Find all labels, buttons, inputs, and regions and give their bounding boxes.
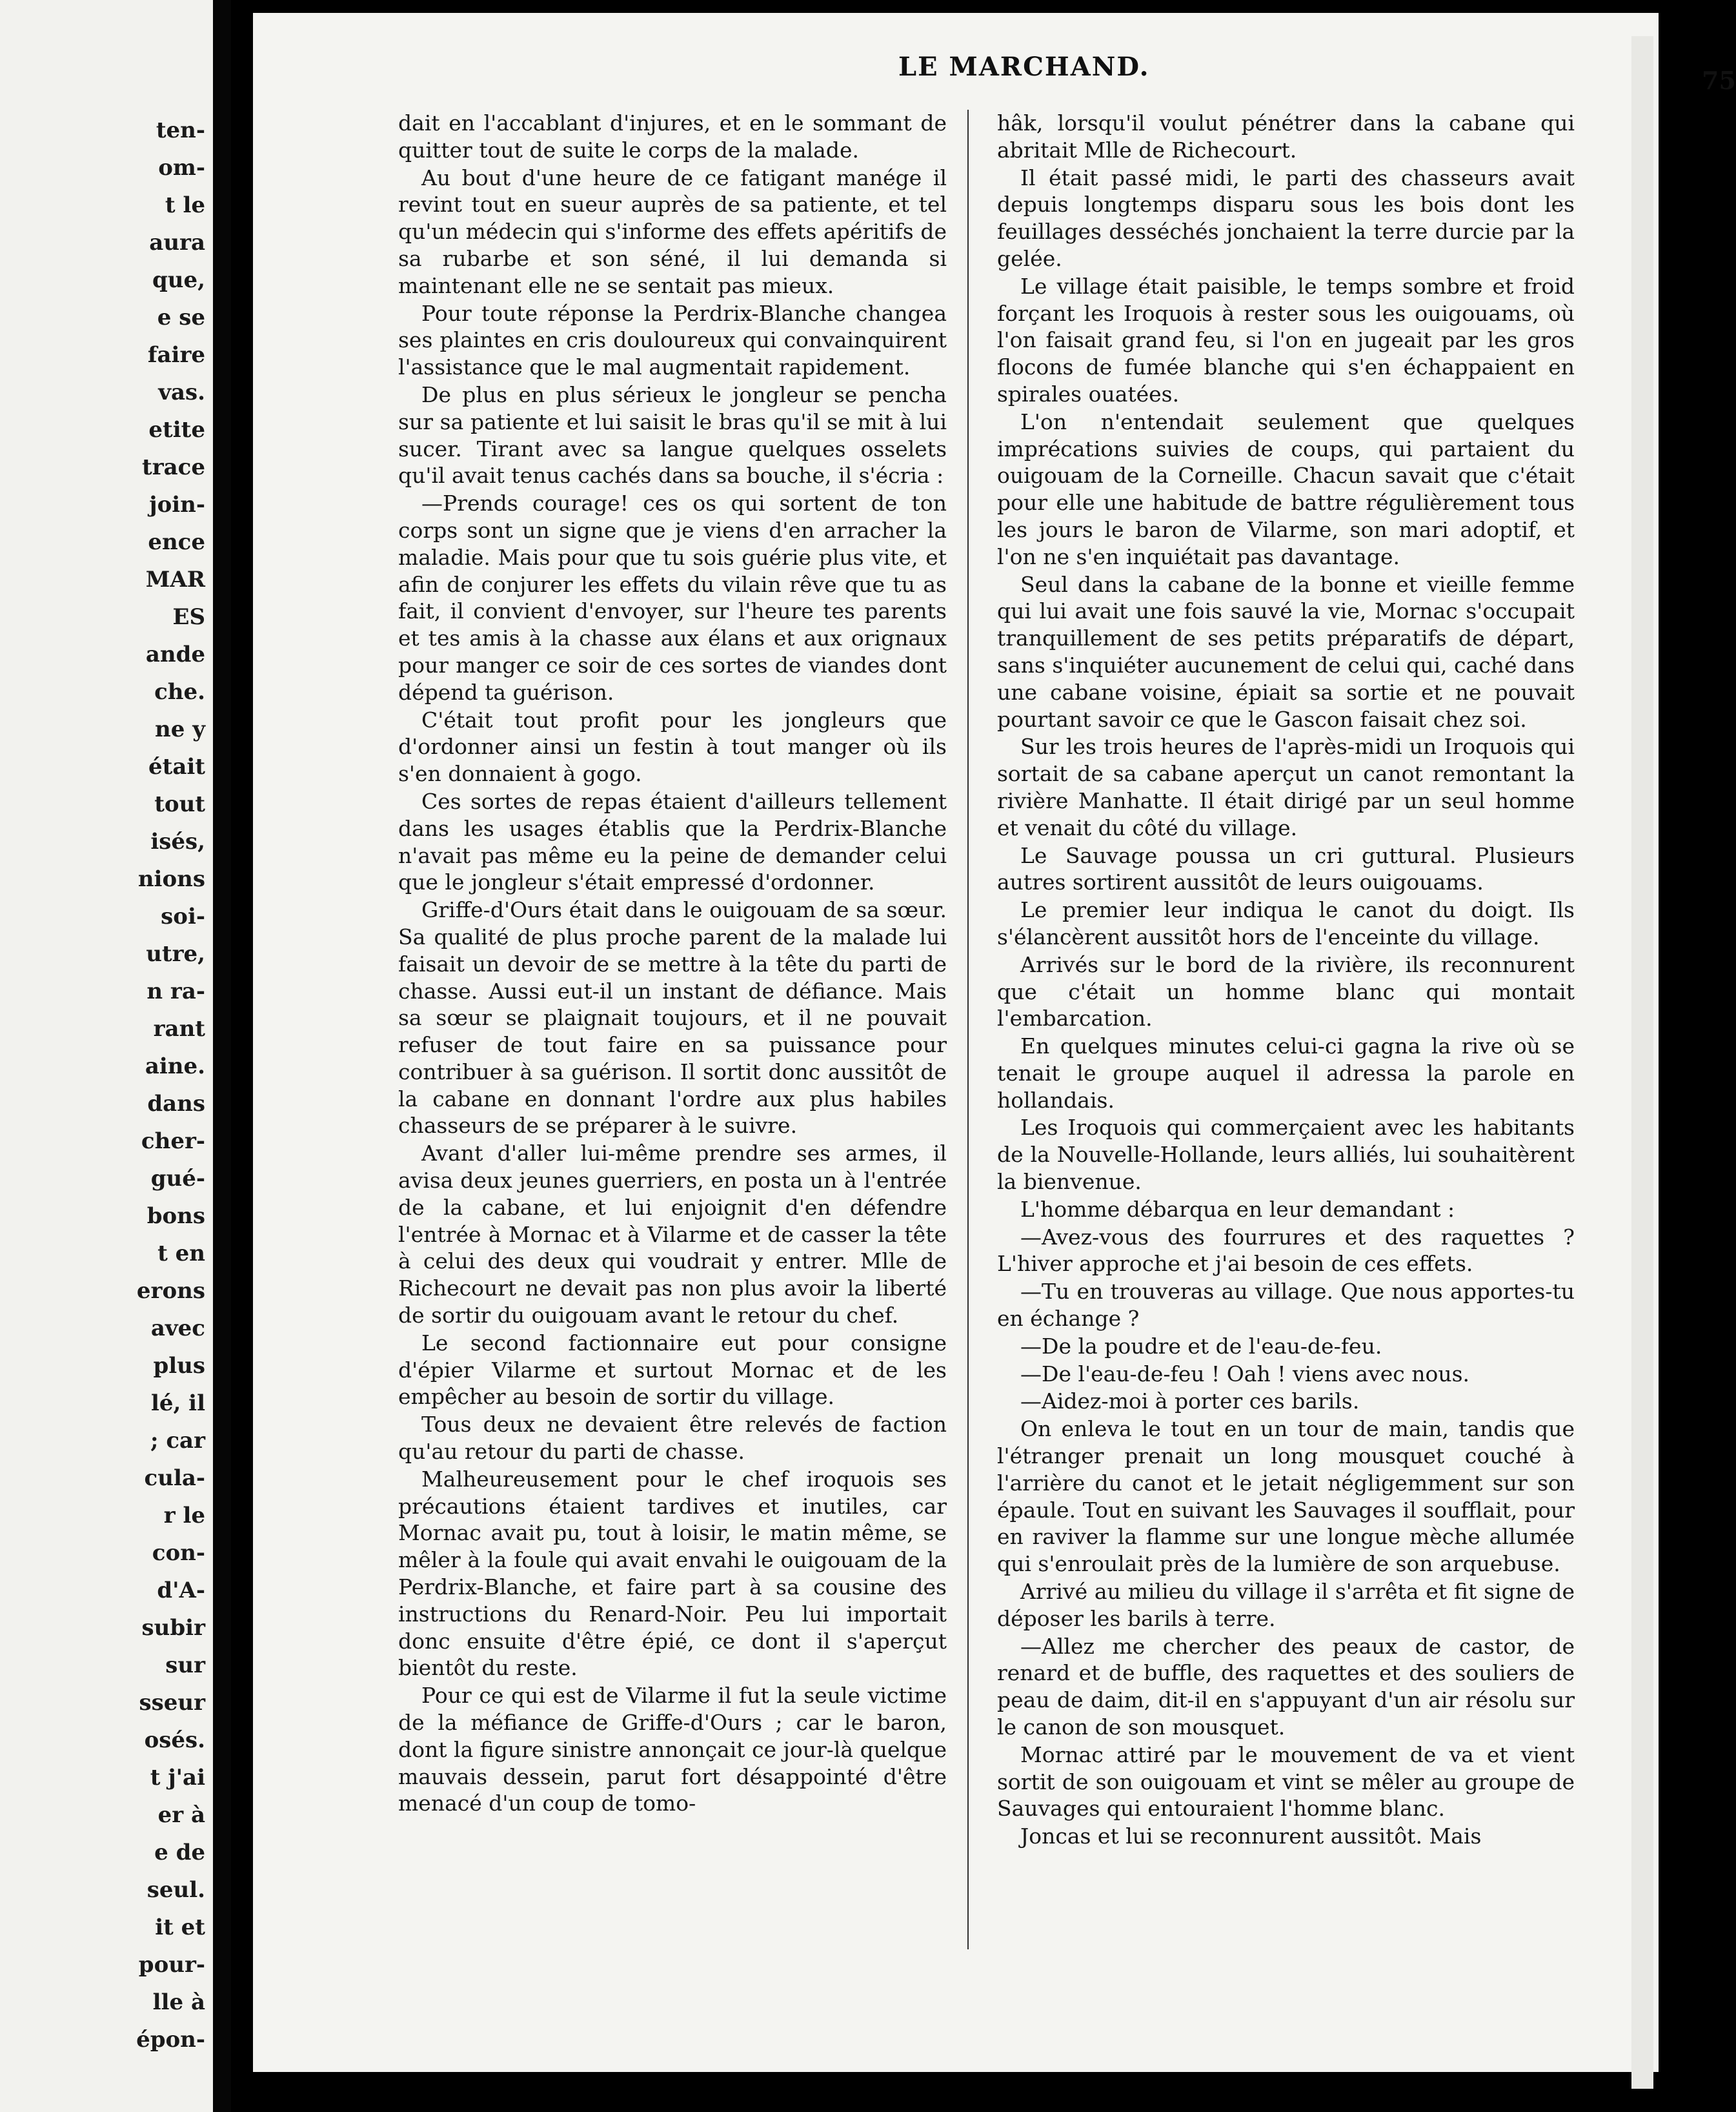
- paragraph: En quelques minutes celui-ci gagna la rive où se tenait le groupe auquel il adressa la parole en hollandais.: [997, 1033, 1575, 1113]
- left-page-text-fragment: épon-: [136, 2027, 205, 2053]
- left-page-text-fragment: rant: [153, 1016, 205, 1042]
- paragraph: De plus en plus sérieux le jongleur se pencha sur sa patiente et lui saisit le bras qu'il se mit à lui sucer. Tirant avec sa langue quelques osselets qu'il avait tenus cachés dans sa bouche, il s'écria :: [398, 381, 947, 489]
- left-page-text-fragment: était: [148, 754, 205, 780]
- left-page-text-fragment: soi-: [161, 904, 205, 929]
- left-page-text-fragment: ande: [145, 642, 205, 667]
- left-page-text-fragment: t j'ai: [150, 1765, 205, 1791]
- left-page-text-fragment: osés.: [144, 1727, 205, 1753]
- running-header: LE MARCHAND.: [898, 52, 1150, 82]
- paragraph: Tous deux ne devaient être relevés de faction qu'au retour du parti de chasse.: [398, 1412, 947, 1465]
- left-page-text-fragment: che.: [154, 679, 205, 705]
- left-page-text-fragment: lle à: [152, 1989, 205, 2015]
- left-page-text-fragment: que,: [152, 267, 205, 293]
- left-page-text-fragment: t en: [157, 1241, 205, 1266]
- paragraph: C'était tout profit pour les jongleurs que d'ordonner ainsi un festin à tout manger où ils s'en donnaient à gogo.: [398, 707, 947, 787]
- paragraph: Arrivés sur le bord de la rivière, ils reconnurent que c'était un homme blanc qui montait l'embarcation.: [997, 951, 1575, 1031]
- paragraph: L'on n'entendait seulement que quelques imprécations suivies de coups, qui partaient du ouigouam de la Corneille. Chacun savait que c'était pour elle une habitude de battre régulièrement tous les jours le baron de Vilarme, son mari adoptif, et l'on ne s'en inquiétait pas davantage.: [997, 409, 1575, 569]
- left-page-text-fragment: cher-: [141, 1128, 205, 1154]
- column-divider: [967, 110, 969, 1949]
- paragraph: Griffe-d'Ours était dans le ouigouam de sa sœur. Sa qualité de plus proche parent de la malade lui faisait un devoir de se mettre à la tête du parti de chasse. Aussi eut-il un instant de défiance. Mais sa sœur se plaignait toujours, et il ne pouvait refuser de tout faire en sa puissance pour contribuer à sa guérison. Il sortit donc aussitôt de la cabane en donnant l'ordre aux plus habiles chasseurs de se préparer à le suivre.: [398, 897, 947, 1139]
- left-page-text-fragment: cula-: [144, 1465, 205, 1491]
- left-page-text-fragment: utre,: [146, 941, 205, 967]
- paragraph: —Prends courage! ces os qui sortent de ton corps sont un signe que je viens d'en arracher la maladie. Mais pour que tu sois guérie plus vite, et afin de conjurer les effets du vilain rêve que tu as fait, il convient d'envoyer, sur l'heure tes parents et tes amis à la chasse aux élans et aux orignaux pour manger ce soir de ces sortes de viandes dont dépend ta guérison.: [398, 491, 947, 705]
- left-page-text-fragment: er à: [157, 1802, 205, 1828]
- paragraph: Au bout d'une heure de ce fatigant manége il revint tout en sueur auprès de sa patiente, et tel qu'un médecin qui s'informe des effets apéritifs de sa rubarbe et son séné, il lui demanda si maintenant elle ne se sentait pas mieux.: [398, 165, 947, 298]
- left-page-text-fragment: join-: [149, 492, 205, 518]
- book-gutter: [213, 0, 231, 2112]
- paragraph: hâk, lorsqu'il voulut pénétrer dans la cabane qui abritait Mlle de Richecourt.: [997, 110, 1575, 163]
- left-page-text-fragment: pour-: [138, 1952, 205, 1978]
- paragraph: —Tu en trouveras au village. Que nous apportes-tu en échange ?: [997, 1279, 1575, 1332]
- paragraph: Sur les trois heures de l'après-midi un Iroquois qui sortait de sa cabane aperçut un canot remontant la rivière Manhatte. Il était dirigé par un seul homme et venait du côté du village.: [997, 734, 1575, 840]
- paragraph: Le second factionnaire eut pour consigne d'épier Vilarme et surtout Mornac et de les empêcher au besoin de sortir du village.: [398, 1330, 947, 1410]
- paragraph: Pour toute réponse la Perdrix-Blanche changea ses plaintes en cris douloureux qui convainquirent l'assistance que le mal augmentait rapidement.: [398, 300, 947, 380]
- paragraph: Pour ce qui est de Vilarme il fut la seule victime de la méfiance de Griffe-d'Ours ; car le baron, dont la figure sinistre annonçait ce jour-là quelque mauvais dessein, parut fort désappointé d'être menacé d'un coup de tomo-: [398, 1683, 947, 1816]
- left-page-text-fragment: sseur: [139, 1690, 205, 1716]
- left-page-text-fragment: ne y: [155, 716, 205, 742]
- left-page-text-fragment: trace: [142, 454, 205, 480]
- left-page-text-fragment: sur: [165, 1652, 205, 1678]
- left-page-text-fragment: faire: [147, 342, 205, 368]
- left-page-text-fragment: r le: [163, 1503, 205, 1528]
- page-number: 75: [1702, 66, 1736, 95]
- paragraph: Seul dans la cabane de la bonne et vieille femme qui lui avait une fois sauvé la vie, Mornac s'occupait tranquillement de ses petits préparatifs de départ, sans s'inquiéter aucunement de celui qui, caché dans une cabane voisine, épiait sa sortie et ne pouvait pourtant savoir ce que le Gascon faisait chez soi.: [997, 571, 1575, 732]
- paragraph: —Allez me chercher des peaux de castor, de renard et de buffle, des raquettes et des souliers de peau de daim, dit-il en s'appuyant d'un air résolu sur le canon de son mousquet.: [997, 1633, 1575, 1740]
- left-page-text-fragment: ten-: [156, 117, 205, 143]
- paragraph: On enleva le tout en un tour de main, tandis que l'étranger prenait un long mousquet couché à l'arrière du canot et le jetait négligemment sur son épaule. Tout en suivant les Sauvages il soufflait, pour en raviver la flamme sur une longue mèche allumée qui s'enroulait près de la lumière de son arquebuse.: [997, 1416, 1575, 1577]
- left-page-text-fragment: con-: [152, 1540, 205, 1566]
- left-page-text-fragment: aura: [149, 230, 205, 256]
- left-page-text-fragment: e se: [157, 305, 205, 330]
- paragraph: Mornac attiré par le mouvement de va et vient sortit de son ouigouam et vint se mêler au groupe de Sauvages qui entouraient l'homme blanc.: [997, 1741, 1575, 1822]
- paragraph: Malheureusement pour le chef iroquois ses précautions étaient tardives et inutiles, car Mornac avait pu, tout à loisir, le matin même, se mêler à la foule qui avait envahi le ouigouam de la Perdrix-Blanche, et faire part à sa cousine des instructions du Renard-Noir. Peu lui importait donc ensuite d'être épié, ce dont il s'aperçut bientôt du reste.: [398, 1466, 947, 1681]
- paragraph: L'homme débarqua en leur demandant :: [1020, 1196, 1455, 1222]
- left-page-text-fragment: nions: [137, 866, 205, 892]
- text-column-left: [398, 110, 947, 2040]
- left-page-text-fragment: ; car: [150, 1428, 205, 1454]
- paragraph: Avant d'aller lui-même prendre ses armes, il avisa deux jeunes guerriers, en posta un à l'entrée de la cabane, et lui enjoignit d'en défendre l'entrée à Mornac et à Vilarme et de casser la tête à celui des deux qui voudrait y entrer. Mlle de Richecourt ne devait pas non plus avoir la liberté de sortir du ouigouam avant le retour du chef.: [398, 1141, 947, 1328]
- left-page-text-fragment: plus: [153, 1353, 205, 1379]
- left-page-text-fragment: tout: [154, 791, 205, 817]
- left-page-text-fragment: etite: [148, 417, 205, 443]
- left-page-text-fragment: vas.: [158, 380, 205, 405]
- left-page-text-fragment: subir: [141, 1615, 205, 1641]
- left-page-text-fragment: isés,: [150, 829, 205, 855]
- text-column-right: [997, 110, 1575, 2040]
- paragraph: —Aidez-moi à porter ces barils.: [1020, 1388, 1360, 1414]
- left-page-text-fragment: om-: [158, 155, 205, 181]
- paragraph: dait en l'accablant d'injures, et en le sommant de quitter tout de suite le corps de la malade.: [398, 110, 947, 163]
- left-page-text-fragment: MAR: [145, 567, 205, 593]
- paragraph: Les Iroquois qui commerçaient avec les habitants de la Nouvelle-Hollande, leurs alliés, lui souhaitèrent la bienvenue.: [997, 1115, 1575, 1195]
- paragraph: —De l'eau-de-feu ! Oah ! viens avec nous.: [1020, 1361, 1469, 1386]
- left-page-text-fragment: t le: [165, 192, 205, 218]
- left-page-text-fragment: d'A-: [157, 1578, 205, 1603]
- left-page-text-fragment: dans: [147, 1091, 205, 1117]
- paragraph: Le Sauvage poussa un cri guttural. Plusieurs autres sortirent aussitôt de leurs ouigouams.: [997, 842, 1575, 895]
- left-page-text-fragment: n ra-: [146, 979, 205, 1004]
- paragraph: Le premier leur indiqua le canot du doigt. Ils s'élancèrent aussitôt hors de l'enceinte du village.: [997, 897, 1575, 949]
- previous-page-fragment: [0, 0, 213, 2112]
- paragraph: Arrivé au milieu du village il s'arrêta et fit signe de déposer les barils à terre.: [997, 1579, 1575, 1631]
- left-page-text-fragment: erons: [136, 1278, 205, 1304]
- book-page: [253, 13, 1736, 2072]
- left-page-text-fragment: lé, il: [150, 1390, 205, 1416]
- left-page-text-fragment: seul.: [146, 1877, 205, 1903]
- paragraph: Ces sortes de repas étaient d'ailleurs tellement dans les usages établis que la Perdrix-Blanche n'avait pas même eu la peine de demander celui que le jongleur s'était empressé d'ordonner.: [398, 788, 947, 895]
- left-page-text-fragment: ES: [172, 604, 205, 630]
- paragraph: —Avez-vous des fourrures et des raquettes ? L'hiver approche et j'ai besoin de ces effets.: [997, 1224, 1575, 1277]
- paragraph: Le village était paisible, le temps sombre et froid forçant les Iroquois à rester sous les ouigouams, où l'on faisait grand feu, si l'on en jugeait par les gros flocons de fumée blanche qui s'en échappaient en spirales ouatées.: [997, 273, 1575, 407]
- paragraph: Il était passé midi, le parti des chasseurs avait depuis longtemps disparu sous les bois dont les feuillages desséchés jonchaient la terre durcie par la gelée.: [997, 165, 1575, 271]
- left-page-text-fragment: bons: [146, 1203, 205, 1229]
- left-page-text-fragment: ence: [148, 529, 205, 555]
- left-page-text-fragment: it et: [155, 1914, 205, 1940]
- left-page-text-fragment: avec: [150, 1315, 205, 1341]
- left-page-text-fragment: aine.: [145, 1053, 205, 1079]
- paragraph: —De la poudre et de l'eau-de-feu.: [1020, 1333, 1382, 1359]
- paragraph: Joncas et lui se reconnurent aussitôt. Mais: [1020, 1823, 1482, 1849]
- left-page-text-fragment: e de: [154, 1840, 205, 1865]
- left-page-text-fragment: gué-: [150, 1166, 205, 1192]
